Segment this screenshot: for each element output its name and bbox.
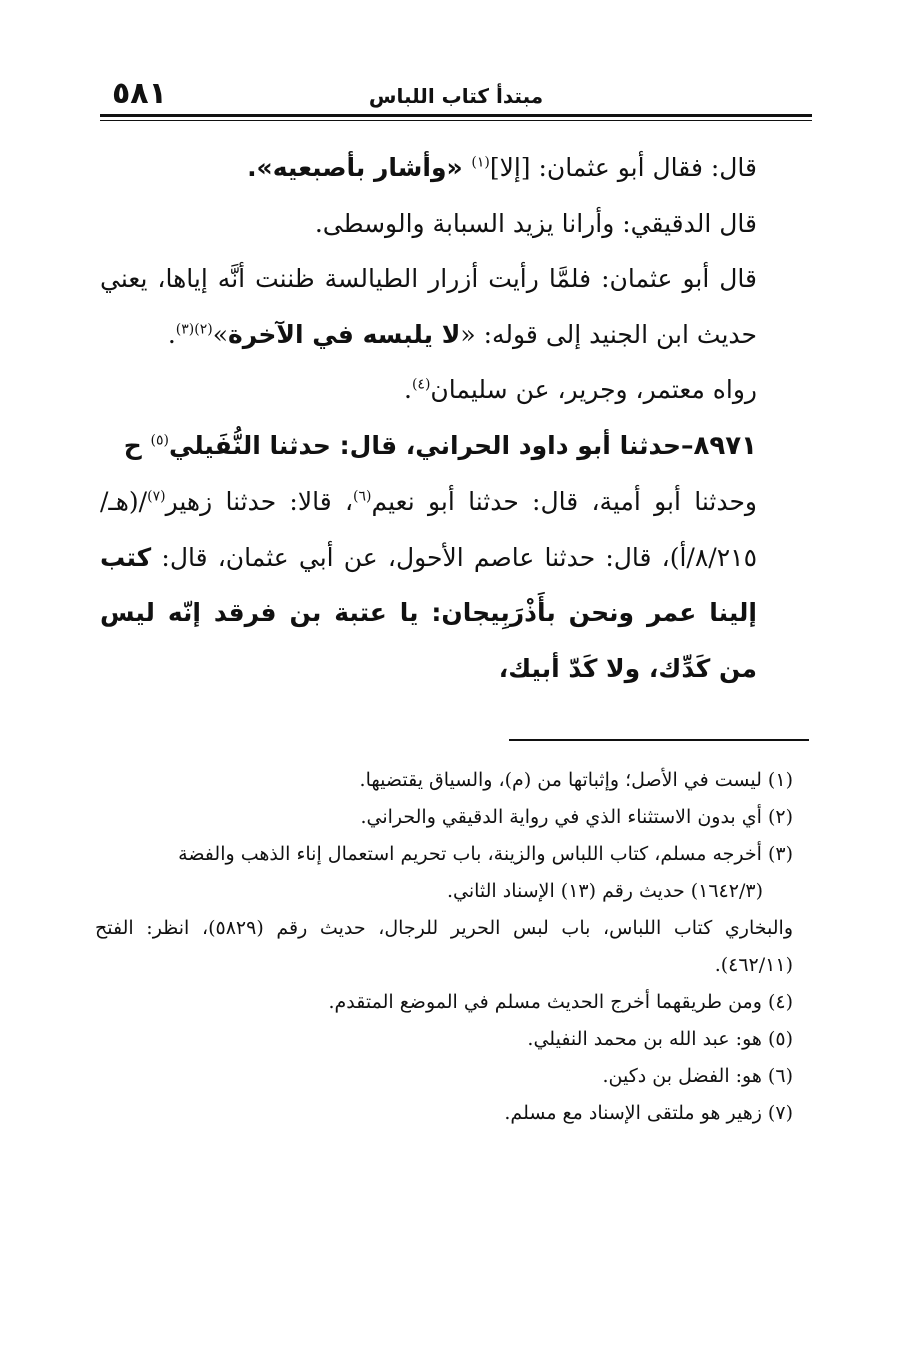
page-number: ٥٨١ [112, 76, 167, 111]
footnote-ref: (٥) [150, 432, 169, 449]
footnote-ref: (٧) [147, 488, 166, 505]
footnote-3: (٣) أخرجه مسلم، كتاب اللباس والزينة، باب تحريم استعمال إناء الذهب والفضة [178, 843, 793, 865]
header-rule-thick [100, 114, 812, 117]
footnote-3-continuation: (١٦٤٢/٣) حديث رقم (١٣) الإسناد الثاني. [446, 880, 763, 902]
footnote-ref: (١) [471, 154, 490, 171]
footnote-3-bukhari: والبخاري كتاب اللباس، باب لبس الحرير للرجال، حديث رقم (٥٨٢٩)، انظر: الفتح (٤٦٢/١١). [95, 917, 794, 976]
running-title: مبتدأ كتاب اللباس [368, 84, 544, 108]
hadith-number: ٨٩٧١ [693, 430, 757, 461]
paragraph-hadith-text: وحدثنا أبو أمية، قال: حدثنا أبو نعيم$^{(٦)}$، قالا: حدثنا زهير$^{(٧)}$/(هـ/٨/٢١٥/أ)، قال: حدثنا عاصم الأحول، عن أبي عثمان، قال: كتب إلينا عمر ونحن بأَذْرَبِيجان: يا عتبة بن فرقد إنّه ليس من كَدِّك، ولا كَدّ أبيك، [100, 487, 757, 683]
paragraph-daqiqi: قال الدقيقي: وأرانا يزيد السبابة والوسطى. [314, 208, 757, 238]
paragraph-riwaya: رواه معتمر، وجرير، عن سليمان$^{(٤)}$. [404, 375, 757, 404]
footnote-ref: (٤) [411, 376, 431, 393]
paragraph-abu-uthman-quote: قال: فقال أبو عثمان: [إلا]$^{(١)}$ «وأشار بأصبعيه». [247, 153, 757, 182]
main-text [100, 140, 815, 696]
page-header [100, 70, 812, 126]
footnote-separator [509, 739, 809, 741]
footnote-ref: (٢)(٣) [175, 321, 213, 338]
footnote-5: (٥) هو: عبد الله بن محمد النفيلي. [527, 1028, 793, 1050]
footnote-6: (٦) هو: الفضل بن دكين. [602, 1065, 793, 1087]
header-rule-thin [100, 120, 812, 121]
hadith-heading: ٨٩٧١–حدثنا أبو داود الحراني، قال: حدثنا النُّفَيلي$^{(٥)}$ ح [123, 430, 757, 461]
footnote-ref: (٦) [353, 488, 372, 505]
footnote-2: (٢) أي بدون الاستثناء الذي في رواية الدقيقي والحراني. [360, 806, 793, 828]
paragraph-tayalisa: قال أبو عثمان: فلمَّا رأيت أزرار الطيالسة ظننت أنَّه إياها، يعني حديث ابن الجنيد إلى قوله: «لا يلبسه في الآخرة»$^{(٢)(٣)}$. [100, 264, 757, 349]
footnote-4: (٤) ومن طريقهما أخرج الحديث مسلم في الموضع المتقدم. [328, 991, 793, 1013]
footnote-7: (٧) زهير هو ملتقى الإسناد مع مسلم. [504, 1102, 793, 1124]
footnote-1: (١) ليست في الأصل؛ وإثباتها من (م)، والسياق يقتضيها. [359, 769, 793, 791]
footnotes [95, 762, 815, 1132]
